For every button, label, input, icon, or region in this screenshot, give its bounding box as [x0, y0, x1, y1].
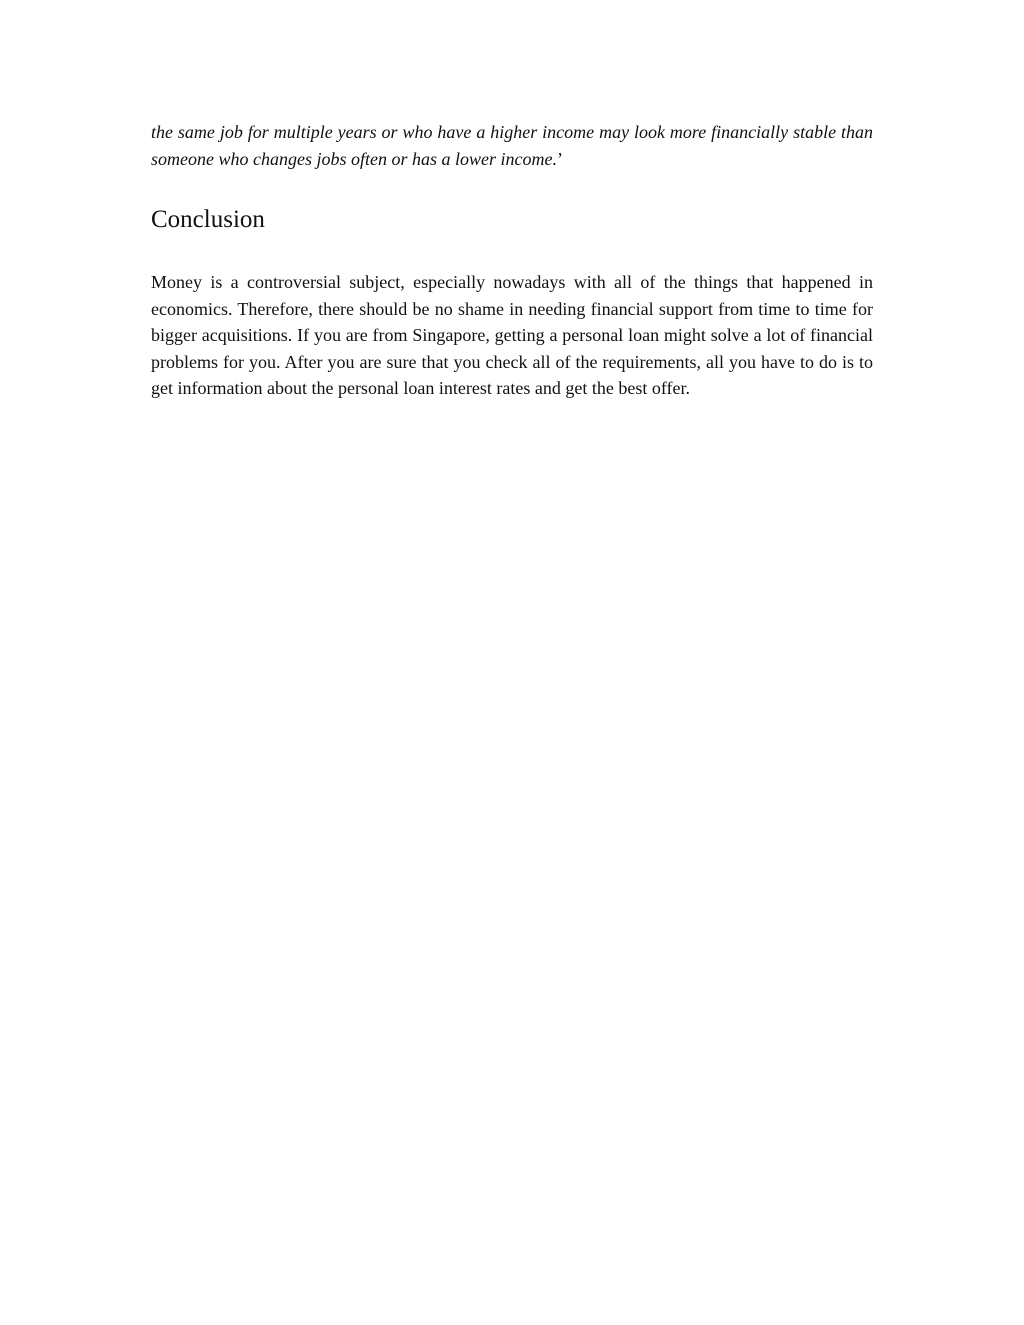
body-paragraph: Money is a controversial subject, especially nowadays with all of the things that happened in economics. Therefore, there should be no shame in needing financial support from time to time for bigger acquisitions. If you are from Singapore, getting a personal loan might solve a lot of financial problems for you. After you are sure that you check all of the requirements, all you have to do is to get information about the personal loan interest rates and get the best offer.: [151, 272, 873, 399]
page-content: [151, 119, 873, 402]
quote-text: the same job for multiple years or who have a higher income may look more financially stable than someone who changes jobs often or has a lower income.: [151, 122, 873, 169]
quote-paragraph: [151, 119, 873, 173]
section-heading: Conclusion: [151, 206, 265, 233]
closing-quote-mark: ’: [556, 149, 563, 169]
